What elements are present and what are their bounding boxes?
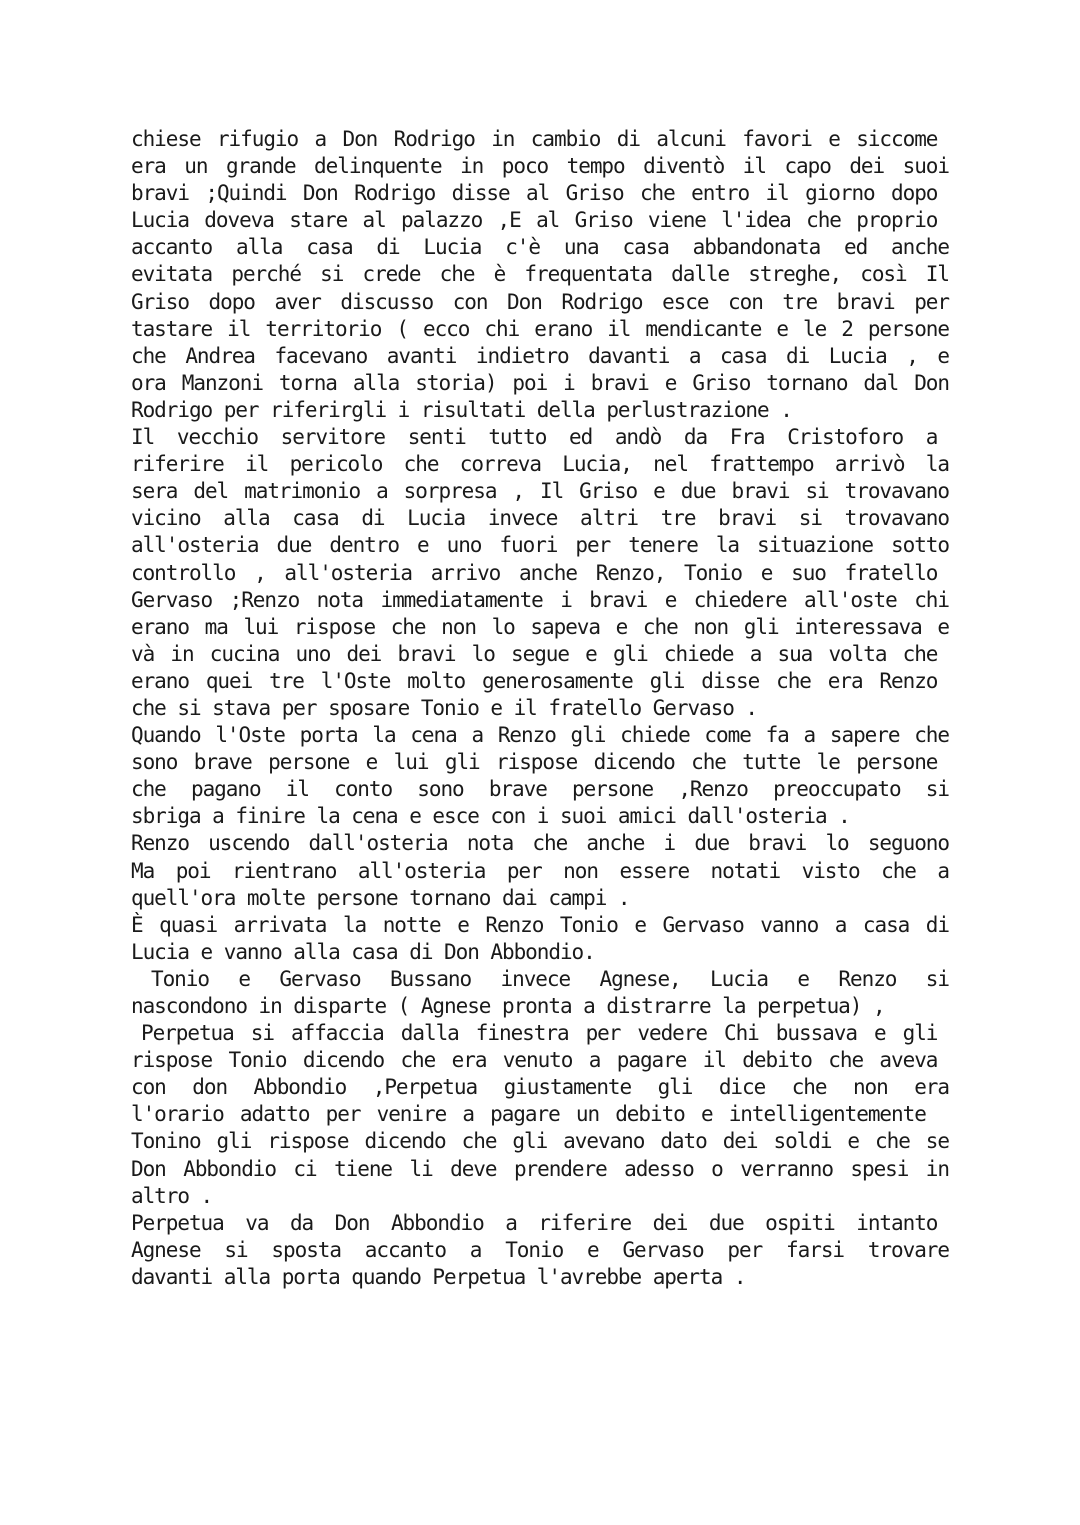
text-line: tastare il territorio ( ecco chi erano il mendicante e le 2 persone — [131, 316, 949, 341]
text-line: davanti alla porta quando Perpetua l'avrebbe aperta . — [131, 1264, 746, 1289]
text-line: che si stava per sposare Tonio e il fratello Gervaso . — [131, 695, 758, 720]
text-line: Don Abbondio ci tiene li deve prendere adesso o verranno spesi in — [131, 1156, 949, 1181]
text-line: Il vecchio servitore senti tutto ed andò da Fra Cristoforo a — [131, 425, 938, 450]
text-line: Lucia e vanno alla casa di Don Abbondio. — [131, 939, 595, 964]
text-line: bravi ;Quindi Don Rodrigo disse al Griso che entro il giorno dopo — [131, 181, 938, 206]
text-line: quell'ora molte persone tornano dai campi . — [131, 885, 630, 910]
text-line: È quasi arrivata la notte e Renzo Tonio e Gervaso vanno a casa di — [131, 912, 949, 937]
text-line: ora Manzoni torna alla storia) poi i bravi e Griso tornano dal Don — [131, 370, 949, 395]
text-line: erano quei tre l'Oste molto generosamente gli disse che era Renzo — [131, 668, 938, 693]
text-line: vicino alla casa di Lucia invece altri tre bravi si trovavano — [131, 506, 949, 531]
text-line: Tonino gli rispose dicendo che gli avevano dato dei soldi e che se — [131, 1129, 949, 1154]
text-line: Rodrigo per riferirgli i risultati della perlustrazione . — [131, 397, 792, 422]
text-line: Quando l'Oste porta la cena a Renzo gli chiede come fa a sapere che — [131, 723, 949, 748]
text-line: erano ma lui rispose che non lo sapeva e che non gli interessava e — [131, 614, 949, 639]
text-line: sbriga a finire la cena e esce con i suoi amici dall'osteria . — [131, 804, 850, 829]
text-line: Perpetua va da Don Abbondio a riferire dei due ospiti intanto — [131, 1210, 938, 1235]
text-line: Renzo uscendo dall'osteria nota che anche i due bravi lo seguono — [131, 831, 949, 856]
text-line: riferire il pericolo che correva Lucia, nel frattempo arrivò la — [131, 452, 949, 477]
text-line: Perpetua si affaccia dalla finestra per vedere Chi bussava e gli — [141, 1021, 938, 1046]
text-line: l'orario adatto per venire a pagare un debito e intelligentemente — [131, 1102, 926, 1127]
text-line: nascondono in disparte ( Agnese pronta a distrarre la perpetua) , — [131, 994, 885, 1018]
text-line: altro . — [131, 1183, 213, 1208]
text-line: Tonio e Gervaso Bussano invece Agnese, Lucia e Renzo si — [151, 966, 949, 991]
text-line: rispose Tonio dicendo che era venuto a pagare il debito che aveva — [131, 1048, 938, 1073]
text-line: sono brave persone e lui gli rispose dicendo che tutte le persone — [131, 750, 938, 775]
body-text — [131, 126, 949, 1291]
text-line: che pagano il conto sono brave persone ,Renzo preoccupato si — [131, 777, 949, 802]
text-line: accanto alla casa di Lucia c'è una casa abbandonata ed anche — [131, 235, 949, 260]
text-line: và in cucina uno dei bravi lo segue e gli chiede a sua volta che — [131, 641, 938, 666]
text-line: Griso dopo aver discusso con Don Rodrigo esce con tre bravi per — [131, 289, 949, 314]
text-line: all'osteria due dentro e uno fuori per tenere la situazione sotto — [131, 533, 949, 558]
text-line: con don Abbondio ,Perpetua giustamente gli dice che non era — [131, 1075, 949, 1100]
text-line: Ma poi rientrano all'osteria per non essere notati visto che a — [131, 858, 949, 883]
text-line: era un grande delinquente in poco tempo diventò il capo dei suoi — [131, 154, 949, 179]
text-line: Lucia doveva stare al palazzo ,E al Griso viene l'idea che proprio — [131, 208, 938, 233]
text-line: evitata perché si crede che è frequentata dalle streghe, così Il — [131, 262, 949, 287]
text-line: sera del matrimonio a sorpresa , Il Griso e due bravi si trovavano — [131, 479, 949, 504]
text-line: che Andrea facevano avanti indietro davanti a casa di Lucia , e — [131, 343, 949, 368]
text-line: Gervaso ;Renzo nota immediatamente i bravi e chiedere all'oste chi — [131, 587, 949, 612]
text-line: chiese rifugio a Don Rodrigo in cambio di alcuni favori e siccome — [131, 127, 938, 151]
text-line: controllo , all'osteria arrivo anche Renzo, Tonio e suo fratello — [131, 560, 938, 585]
text-line: Agnese si sposta accanto a Tonio e Gervaso per farsi trovare — [131, 1237, 949, 1262]
